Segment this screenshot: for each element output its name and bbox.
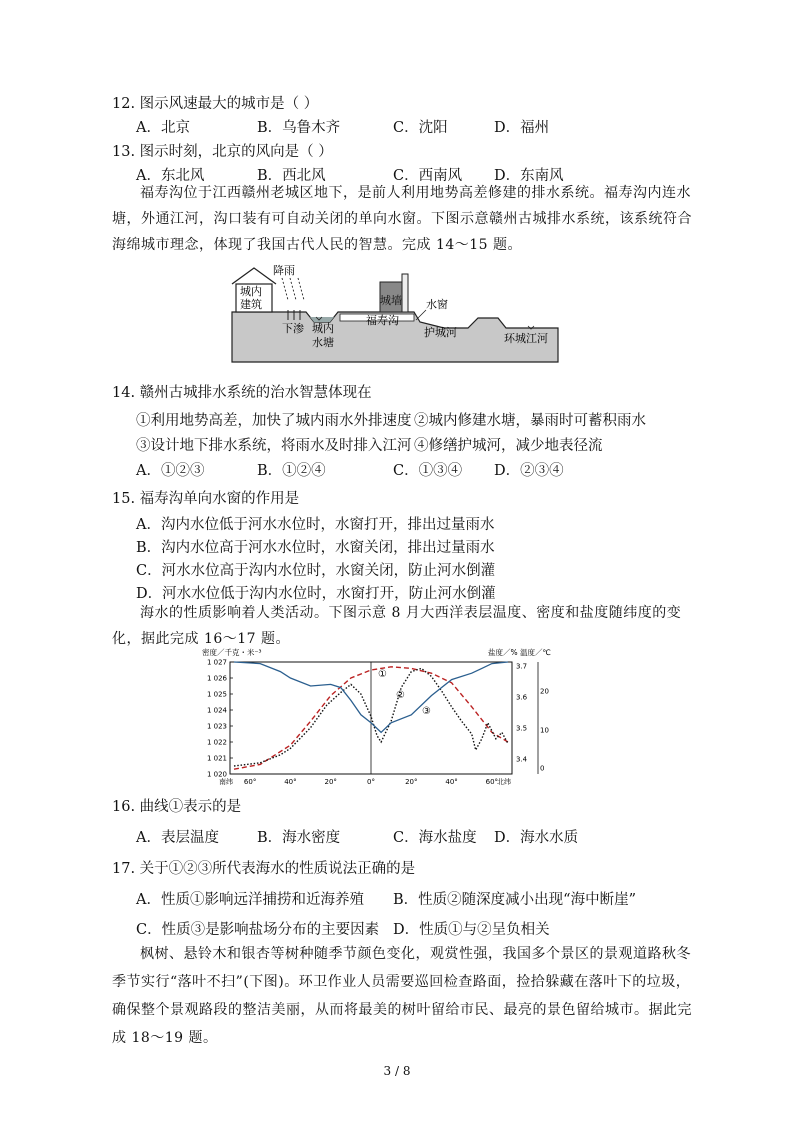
q15-option-b: B．沟内水位高于河水水位时，水窗关闭，排出过量雨水 bbox=[136, 540, 495, 556]
left-tick-label: 1 023 bbox=[206, 722, 227, 731]
left-tick-label: 1 025 bbox=[206, 690, 227, 699]
label-building-1: 城内 bbox=[240, 285, 262, 298]
right-tick-temp-label: 20 bbox=[540, 687, 549, 696]
left-tick-label: 1 026 bbox=[206, 674, 227, 683]
q17-option-b: B．性质②随深度减小出现“海中断崖” bbox=[393, 892, 636, 908]
x-tick-label: 60° bbox=[485, 778, 499, 786]
chart-right-axis-title: 盐度／% 温度／℃ bbox=[488, 648, 551, 657]
q14-option-a: A．①②③ bbox=[136, 463, 205, 479]
drainage-diagram bbox=[226, 262, 566, 368]
q16-option-d: D．海水水质 bbox=[494, 830, 579, 846]
label-seep: 下渗 bbox=[282, 322, 304, 335]
q13-option-c: C．西南风 bbox=[393, 168, 463, 184]
q14-option-c: C．①③④ bbox=[393, 463, 463, 479]
q17-option-d: D．性质①与②呈负相关 bbox=[393, 922, 550, 938]
x-tick-label: 60° bbox=[243, 778, 257, 786]
q12-option-c: C．沈阳 bbox=[393, 120, 448, 136]
page-number: 3 / 8 bbox=[383, 1064, 411, 1078]
intro-fushou-ditch: 福寿沟位于江西赣州老城区地下，是前人利用地势高差修建的排水系统。福寿沟内连水塘，外通江河，沟口装有可自动关闭的单向水窗。下图示意赣州古城排水系统，该系统符合海绵城市理念，体现了我国古代人民的智慧。完成 14～15 题。 bbox=[112, 185, 692, 253]
q16-stem: 16. 曲线①表示的是 bbox=[112, 799, 242, 815]
q15-option-d: D．河水水位低于沟内水位时，水窗打开，防止河水倒灌 bbox=[136, 586, 496, 602]
x-tick-label: 南纬 bbox=[219, 778, 233, 786]
seawater-property-chart bbox=[192, 646, 556, 788]
q16-option-a: A．表层温度 bbox=[136, 830, 219, 846]
x-tick-label: 0° bbox=[367, 778, 375, 786]
q12-option-d: D．福州 bbox=[494, 120, 550, 136]
label-river: 环城江河 bbox=[504, 332, 548, 345]
rain-arrows-icon bbox=[282, 278, 304, 300]
label-pond-2: 水塘 bbox=[312, 336, 334, 349]
right-tick-salinity-label: 3.7 bbox=[516, 662, 528, 671]
q17-option-c: C．性质③是影响盐场分布的主要因素 bbox=[136, 922, 380, 938]
q16-option-b: B．海水密度 bbox=[257, 830, 341, 846]
q14-statement-2: ②城内修建水塘，暴雨时可蓄积雨水 bbox=[414, 413, 646, 429]
x-tick-label: 40° bbox=[284, 778, 297, 786]
q16-option-c: C．海水盐度 bbox=[393, 830, 477, 846]
label-wall: 城墙 bbox=[380, 294, 402, 307]
curve-label-3: ③ bbox=[422, 706, 431, 717]
label-ditch: 福寿沟 bbox=[366, 314, 399, 327]
x-tick-label: 20° bbox=[405, 778, 418, 786]
left-tick-label: 1 020 bbox=[206, 770, 227, 779]
q14-statement-1: ①利用地势高差，加快了城内雨水外排速度 bbox=[136, 413, 412, 429]
q12-stem: 12. 图示风速最大的城市是（ ） bbox=[112, 96, 319, 112]
q17-stem: 17. 关于①②③所代表海水的性质说法正确的是 bbox=[112, 861, 416, 877]
q13-stem: 13. 图示时刻，北京的风向是（ ） bbox=[112, 144, 333, 160]
left-tick-label: 1 022 bbox=[206, 738, 227, 747]
q15-stem: 15. 福寿沟单向水窗的作用是 bbox=[112, 491, 300, 507]
label-building-2: 建筑 bbox=[240, 298, 262, 311]
label-moat: 护城河 bbox=[424, 326, 457, 339]
left-tick-label: 1 027 bbox=[206, 658, 227, 667]
intro-fallen-leaves: 枫树、悬铃木和银杏等树种随季节颜色变化，观赏性强，我国多个景区的景观道路秋冬季节实行“落叶不扫”(下图)。环卫作业人员需要巡回检查路面，捡拾躲藏在落叶下的垃圾，确保整个景观路段的整洁美丽，从而将最美的树叶留给市民、最亮的景色留给城市。据此完成 18～19 题。 bbox=[112, 946, 692, 1046]
right-tick-salinity-label: 3.5 bbox=[516, 724, 528, 733]
x-tick-label: 北纬 bbox=[497, 778, 511, 786]
q14-stem: 14. 赣州古城排水系统的治水智慧体现在 bbox=[112, 385, 372, 401]
chart-left-axis-title: 密度／千克・米⁻³ bbox=[202, 648, 262, 657]
q13-option-a: A．东北风 bbox=[136, 168, 205, 184]
right-tick-temp-label: 10 bbox=[540, 726, 549, 735]
q14-option-b: B．①②④ bbox=[257, 463, 326, 479]
label-window: 水窗 bbox=[426, 298, 448, 311]
q12-option-b: B．乌鲁木齐 bbox=[257, 120, 341, 136]
curve-label-2: ② bbox=[396, 690, 405, 701]
intro-atlantic: 海水的性质影响着人类活动。下图示意 8 月大西洋表层温度、密度和盐度随纬度的变化，据此完成 16～17 题。 bbox=[112, 605, 682, 647]
left-tick-label: 1 021 bbox=[206, 754, 227, 763]
x-tick-label: 40° bbox=[445, 778, 458, 786]
label-rain: 降雨 bbox=[273, 264, 295, 277]
q15-option-c: C．河水水位高于沟内水位时，水窗关闭，防止河水倒灌 bbox=[136, 563, 496, 579]
right-tick-salinity-label: 3.4 bbox=[516, 755, 528, 764]
q15-option-a: A．沟内水位低于河水水位时，水窗打开，排出过量雨水 bbox=[136, 517, 495, 533]
left-tick-label: 1 024 bbox=[206, 706, 227, 715]
q13-option-d: D．东南风 bbox=[494, 168, 564, 184]
q14-statement-4: ④修缮护城河，减少地表径流 bbox=[414, 438, 603, 454]
q12-option-a: A．北京 bbox=[136, 120, 190, 136]
q13-option-b: B．西北风 bbox=[257, 168, 326, 184]
x-tick-label: 20° bbox=[324, 778, 337, 786]
right-tick-salinity-label: 3.6 bbox=[516, 693, 528, 702]
right-tick-temp-label: 0 bbox=[540, 764, 545, 773]
label-pond-1: 城内 bbox=[312, 322, 334, 335]
curve-label-1: ① bbox=[378, 669, 387, 680]
q14-statement-3: ③设计地下排水系统，将雨水及时排入江河 bbox=[136, 438, 412, 454]
q14-option-d: D．②③④ bbox=[494, 463, 564, 479]
q17-option-a: A．性质①影响远洋捕捞和近海养殖 bbox=[136, 892, 364, 908]
